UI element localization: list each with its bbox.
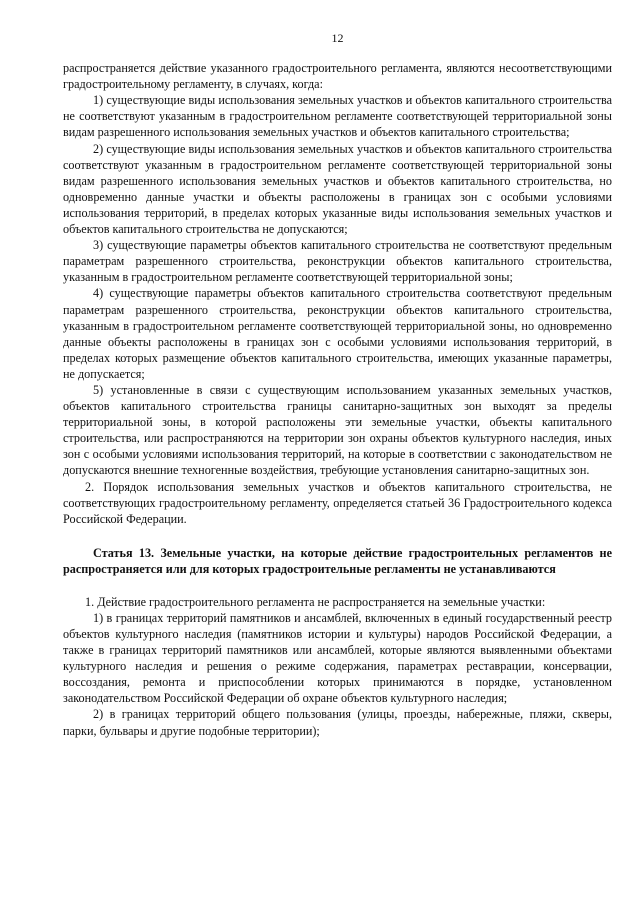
paragraph: 2. Порядок использования земельных участков и объектов капитального строительства, не соответствующих градостроительному регламенту, определяется статьей 36 Градостроительного кодекса Российской Федерации.: [63, 479, 612, 526]
article-title: Статья 13. Земельные участки, на которые действие градостроительных регламентов не распространяется или для которых градостроительные регламенты не устанавливаются: [63, 545, 612, 577]
paragraph: 1. Действие градостроительного регламента не распространяется на земельные участки:: [85, 594, 546, 609]
paragraph: распространяется действие указанного градостроительного регламента, являются несоответствующими градостроительному регламенту, в случаях, когда:: [63, 61, 612, 92]
list-item: 5) установленные в связи с существующим использованием указанных земельных участков, объектов капитального строительства границы санитарно-защитных зон выходят за пределы территориальной зоны, в которой расположены эти земельные участки, объекты капитального строительства, или распространяются на территории зон охраны объектов культурного наследия, иных зон с особыми условиями использования территорий, на которые в соответствии с законодательством не допускаются внешние техногенные воздействия, требующие установления санитарно-защитных зон.: [63, 382, 612, 478]
list-item: 2) существующие виды использования земельных участков и объектов капитального строительства соответствуют указанным в градостроительном регламенте соответствующей территориальной зоны видам разрешенного использования земельных участков и объектов капитального строительства, но одновременно данные участки и объекты расположены в границах зон с особыми условиями использования территорий, в пределах которых указанные виды использования земельных участков и объектов капитального строительства не допускаются;: [63, 141, 612, 237]
list-item: 2) в границах территорий общего пользования (улицы, проезды, набережные, пляжи, скверы, парки, бульвары и другие подобные территории);: [63, 707, 612, 738]
list-item: 4) существующие параметры объектов капитального строительства соответствуют предельным параметрам разрешенного строительства, реконструкции объектов капитального строительства, указанным в градостроительном регламенте соответствующей территориальной зоны, но одновременно данные объекты расположены в границах зон с особыми условиями использования территорий, в пределах которых размещение объектов капитального строительства, имеющих указанные параметры, не допускается;: [63, 286, 612, 381]
section-bottom: [63, 594, 612, 739]
list-item: 1) существующие виды использования земельных участков и объектов капитального строительства не соответствуют указанным в градостроительном регламенте соответствующей территориальной зоны видам разрешенного использования земельных участков и объектов капитального строительства;: [63, 93, 612, 140]
page-number: 12: [331, 31, 344, 45]
list-item: 1) в границах территорий памятников и ансамблей, включенных в единый государственный реестр объектов культурного наследия (памятников истории и культуры) народов Российской Федерации, а также в границах территорий памятников или ансамблей, которые являются выявленными объектами культурного наследия и решения о режиме содержания, параметрах реставрации, консервации, воссоздания, ремонта и приспособлении которых принимаются в порядке, установленном законодательством Российской Федерации об охране объектов культурного наследия;: [63, 610, 612, 706]
list-item: 3) существующие параметры объектов капитального строительства не соответствуют предельным параметрам разрешенного строительства, реконструкции объектов капитального строительства, указанным в градостроительном регламенте соответствующей территориальной зоны;: [63, 238, 612, 285]
section-top: [63, 60, 612, 527]
